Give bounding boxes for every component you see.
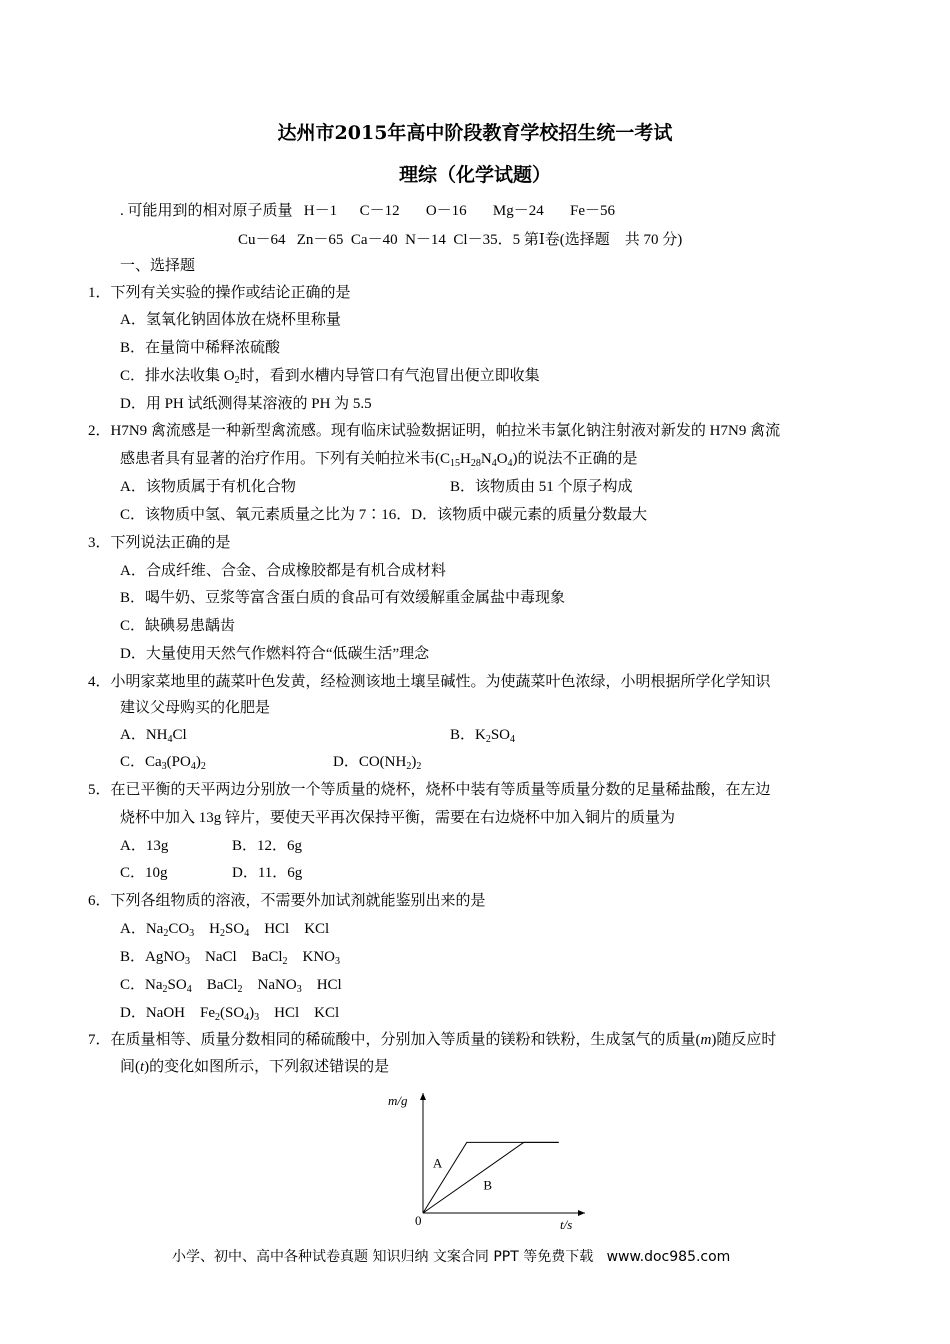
text-segment: Cl [172,727,187,743]
subscript: 2 [406,761,412,772]
q4-option-b [450,726,515,744]
text-segment: 7．在质量相等、质量分数相同的稀硫酸中，分别加入等质量的镁粉和铁粉，生成氢气的质量( [88,1032,701,1048]
q1-option-c [120,367,540,385]
subscript: 2 [215,1012,220,1023]
q1-option-a [120,311,341,329]
text-segment: HCl [301,977,342,993]
italic-variable: t [140,1059,145,1075]
text-segment: D．11．6g [232,865,303,881]
text-segment: Cu－64 Zn－65 Ca－40 N－14 Cl－35．5 第Ⅰ卷(选择题 共 70 分) [238,232,683,248]
q1-option-d [120,395,372,413]
text-segment: C．排水法收集 O [120,368,235,384]
text-segment: C．10g [120,865,168,881]
q4-option-a [120,726,187,744]
q3-option-b [120,589,565,607]
text-segment: ) [249,1005,255,1021]
text-segment: NaNO [242,977,297,993]
q3-option-d [120,645,429,663]
text-segment: N [480,451,492,467]
text-segment: B．K [450,727,486,743]
subscript: 4 [186,984,192,995]
question-2-cont [120,450,638,468]
question-7-cont [120,1058,389,1076]
question-2 [88,422,780,440]
question-7 [88,1031,776,1049]
reaction-graph [360,1080,600,1240]
q2-option-a [120,478,296,496]
subscript: 2 [220,928,226,939]
subscript: 3 [161,761,167,772]
text-segment: C．该物质中氢、氧元素质量之比为 7∶16．D．该物质中碳元素的质量分数最大 [120,507,648,523]
text-segment: (PO [166,754,191,770]
text-segment: SO [225,921,245,937]
text-segment: )的说法不正确的是 [512,451,638,467]
series-label-B: B [483,1177,493,1193]
text-segment: CO [168,921,190,937]
question-4 [88,673,771,691]
question-5 [88,781,771,799]
subscript: 4 [190,761,196,772]
text-segment: 5．在已平衡的天平两边分别放一个等质量的烧杯，烧杯中装有等质量等质量分数的足量稀盐酸，在左边 [88,782,771,798]
question-3 [88,534,231,552]
subscript: 4 [507,458,513,469]
question-6 [88,892,486,910]
question-1 [88,284,351,302]
question-5-cont [120,809,675,827]
q6-option-d [120,1004,339,1022]
subscript: 4 [244,928,250,939]
text-segment: HCl KCl [259,1005,340,1021]
text-segment: A．Na [120,921,164,937]
q5-option-c [120,864,168,882]
q1-option-b [120,339,280,357]
text-segment: A．NH [120,727,168,743]
q5-option-d [232,864,302,882]
text-segment: B．12．6g [232,838,303,854]
text-segment: (SO [220,1005,245,1021]
exam-title: 达州市2015年高中阶段教育学校招生统一考试 [277,122,673,144]
text-segment: )的变化如图所示，下列叙述错误的是 [144,1059,390,1075]
text-segment: 3．下列说法正确的是 [88,535,231,551]
q3-option-c [120,617,235,635]
atomic-mass-line-2 [238,231,682,249]
text-segment: H [460,451,471,467]
text-segment: 建议父母购买的化肥是 [120,700,271,716]
subscript: 15 [450,458,461,469]
text-segment: B．在量筒中稀释浓硫酸 [120,340,281,356]
y-axis-arrow-icon [420,1093,426,1100]
q6-option-b [120,948,340,966]
text-segment: H [194,921,221,937]
text-segment: 时，看到水槽内导管口有气泡冒出便立即收集 [239,368,540,384]
text-segment: A．13g [120,838,169,854]
text-segment: SO [167,977,187,993]
subscript: 3 [296,984,302,995]
text-segment: )随反应时 [711,1032,777,1048]
text-segment: 一、选择题 [120,258,196,274]
footer-text: 小学、初中、高中各种试卷真题 知识归纳 文案合同 PPT 等免费下载 www.doc985.com [172,1249,731,1265]
subscript: 2 [200,761,206,772]
text-segment: . 可能用到的相对原子质量 H－1 C－12 O－16 Mg－24 Fe－56 [120,203,616,219]
text-segment: NaCl BaCl [190,949,283,965]
series-label-A: A [432,1155,443,1171]
text-segment: HCl KCl [249,921,330,937]
text-segment: A．氢氧化钠固体放在烧杯里称量 [120,312,341,328]
text-segment: C．Na [120,977,163,993]
text-segment: D．CO(NH [333,754,407,770]
q5-option-a [120,837,168,855]
text-segment: KNO [287,949,336,965]
text-segment: 烧杯中加入 13g 锌片，要使天平再次保持平衡，需要在右边烧杯中加入铜片的质量为 [120,810,676,826]
question-4-cont [120,699,270,717]
subscript: 4 [244,1012,250,1023]
subscript: 2 [234,375,240,386]
x-axis-label: t/s [560,1217,573,1232]
subscript: 3 [254,1012,260,1023]
text-segment: B．喝牛奶、豆浆等富含蛋白质的食品可有效缓解重金属盐中毒现象 [120,590,566,606]
text-segment: ) [195,754,201,770]
y-axis-label: m/g [388,1093,408,1108]
subscript: 2 [485,734,491,745]
subscript: 3 [335,956,341,967]
text-segment: B．AgNO [120,949,186,965]
subscript: 2 [163,928,169,939]
exam-subtitle: 理综（化学试题） [398,164,551,186]
text-segment: 感患者具有显著的治疗作用。下列有关帕拉米韦(C [120,451,451,467]
text-segment: O [496,451,508,467]
subscript: 2 [237,984,243,995]
text-segment: D．用 PH 试纸测得某溶液的 PH 为 5.5 [120,396,372,412]
x-axis-arrow-icon [578,1210,585,1216]
text-segment: A．该物质属于有机化合物 [120,479,296,495]
subscript: 2 [282,956,288,967]
text-segment: 1．下列有关实验的操作或结论正确的是 [88,285,351,301]
q3-option-a [120,562,446,580]
subscript: 3 [185,956,191,967]
subscript: 2 [416,761,422,772]
text-segment: D．大量使用天然气作燃料符合“低碳生活”理念 [120,646,430,662]
q4-option-d [333,753,421,771]
text-segment: 6．下列各组物质的溶液，不需要外加试剂就能鉴别出来的是 [88,893,486,909]
subscript: 3 [189,928,195,939]
text-segment: 2．H7N9 禽流感是一种新型禽流感。现有临床试验数据证明，帕拉米韦氯化钠注射液对新发的 H7N9 禽流 [88,423,781,439]
origin-label: 0 [415,1213,422,1228]
subscript: 4 [491,458,497,469]
text-segment: 间( [120,1059,140,1075]
q5-option-b [232,837,302,855]
text-segment: C．Ca [120,754,162,770]
subscript: 4 [510,734,516,745]
text-segment: D．NaOH Fe [120,1005,215,1021]
q4-option-c [120,753,206,771]
text-segment: 4．小明家菜地里的蔬菜叶色发黄，经检测该地土壤呈碱性。为使蔬菜叶色浓绿，小明根据所学化学知识 [88,674,771,690]
text-segment: A．合成纤维、合金、合成橡胶都是有机合成材料 [120,563,446,579]
text-segment: B．该物质由 51 个原子构成 [450,479,633,495]
text-segment: C．缺碘易患龋齿 [120,618,236,634]
section-heading [120,257,195,275]
q6-option-c [120,976,342,994]
text-segment: ) [411,754,417,770]
q2-option-c-d [120,506,647,524]
q6-option-a [120,920,329,938]
subscript: 28 [470,458,481,469]
atomic-mass-line [120,202,615,220]
subscript: 4 [167,734,173,745]
q2-option-b [450,478,633,496]
text-segment: SO [490,727,511,743]
subscript: 2 [162,984,168,995]
italic-variable: m [700,1032,712,1048]
text-segment: BaCl [191,977,238,993]
